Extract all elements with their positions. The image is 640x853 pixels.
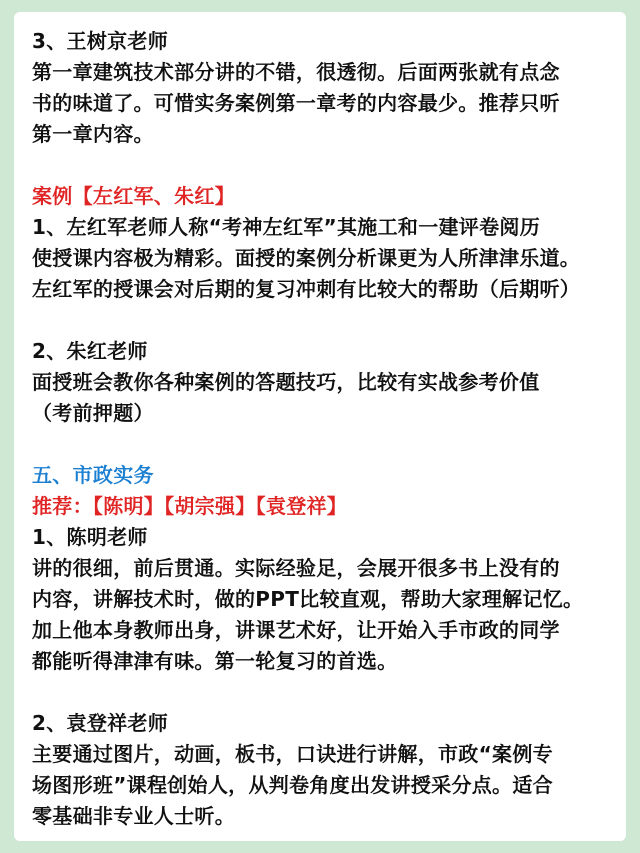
section-gap [32, 677, 608, 708]
body-text-line: 左红军的授课会对后期的复习冲刺有比较大的帮助（后期听） [32, 277, 581, 301]
body-text-line: 面授班会教你各种案例的答题技巧，比较有实战参考价值 [32, 370, 540, 394]
article-card [14, 12, 626, 841]
section-heading: 案例【左红军、朱红】 [32, 184, 235, 208]
section-gap [32, 150, 608, 181]
section-heading: 五、市政实务 [32, 463, 154, 487]
body-text-line: 场图形班”课程创始人，从判卷角度出发讲授采分点。适合 [32, 773, 553, 797]
body-text-line: 主要通过图片，动画，板书，口诀进行讲解，市政“案例专 [32, 742, 553, 766]
body-text-line: （考前押题） [32, 401, 154, 425]
body-text-line: 书的味道了。可惜实务案例第一章考的内容最少。推荐只听 [32, 91, 560, 115]
section-heading: 1、陈明老师 [32, 525, 148, 549]
body-text-line: 第一章内容。 [32, 122, 154, 146]
section-heading: 推荐：【陈明】【胡宗强】【袁登祥】 [32, 494, 348, 518]
section-heading: 3、王树京老师 [32, 29, 169, 53]
body-text-line: 讲的很细，前后贯通。实际经验足，会展开很多书上没有的 [32, 556, 560, 580]
body-text-line: 都能听得津津有味。第一轮复习的首选。 [32, 649, 398, 673]
section-gap [32, 305, 608, 336]
body-text-line: 使授课内容极为精彩。面授的案例分析课更为人所津津乐道。 [32, 246, 581, 270]
body-text-line: 加上他本身教师出身，讲课艺术好，让开始入手市政的同学 [32, 618, 560, 642]
body-text-line: 1、左红军老师人称“考神左红军”其施工和一建评卷阅历 [32, 215, 541, 239]
section-heading: 2、朱红老师 [32, 339, 148, 363]
body-text-line: 零基础非专业人士听。 [32, 804, 235, 828]
body-text-line: 第一章建筑技术部分讲的不错，很透彻。后面两张就有点念 [32, 60, 560, 84]
section-gap [32, 429, 608, 460]
section-heading: 2、袁登祥老师 [32, 711, 169, 735]
body-text-line: 内容，讲解技术时，做的PPT比较直观，帮助大家理解记忆。 [32, 587, 584, 611]
